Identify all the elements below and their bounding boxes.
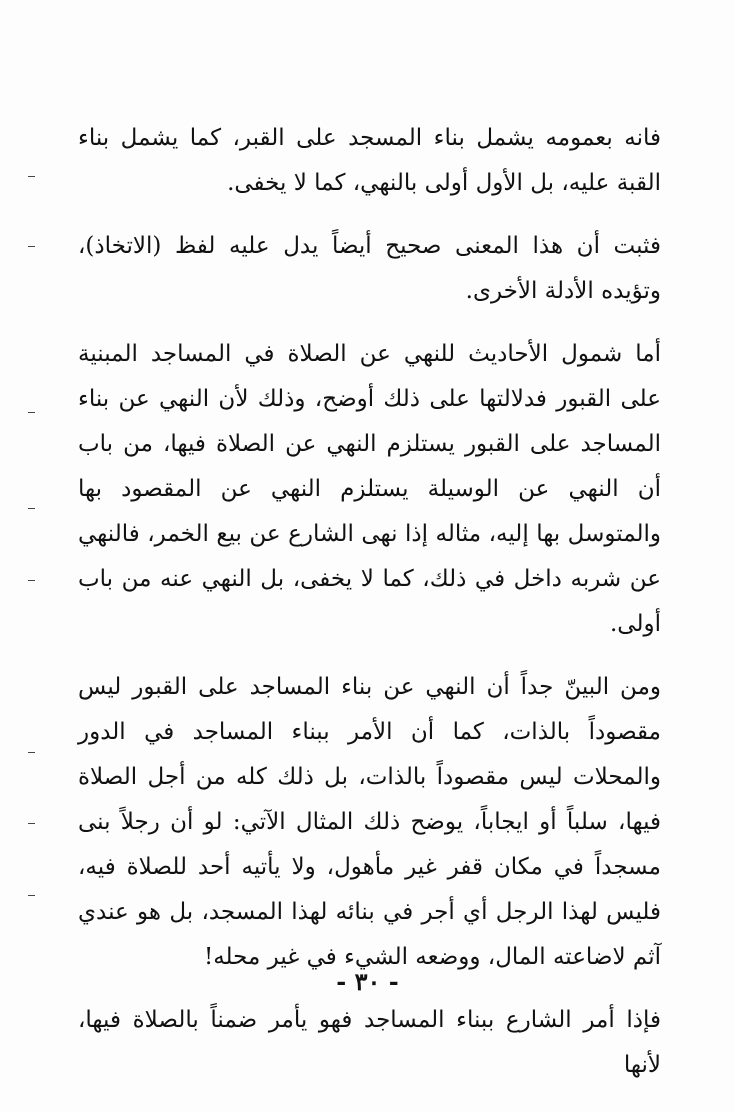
margin-mark bbox=[28, 580, 35, 581]
paragraph: ومن البينّ جداً أن النهي عن بناء المساجد على القبور ليس مقصوداً بالذات، كما أن الأمر ببناء المساجد في الدور والمحلات ليس مقصوداً بالذات، بل ذلك كله من أجل الصلاة فيها، سلباً أو ايجاباً، يوضح ذلك المثال الآتي: لو أن رجلاً بنى مسجداً في مكان قفر غير مأهول، ولا يأتيه أحد للصلاة فيه، فليس لهذا الرجل أي أجر في بنائه لهذا المسجد، بل هو عندي آثم لاضاعته المال، ووضعه الشيء في غير محله! bbox=[78, 674, 661, 970]
margin-mark bbox=[28, 895, 35, 896]
margin-mark bbox=[28, 246, 35, 247]
margin-mark bbox=[28, 412, 35, 413]
paragraph: فإذا أمر الشارع ببناء المساجد فهو يأمر ضمناً بالصلاة فيها، لأنها bbox=[78, 1007, 661, 1078]
margin-mark bbox=[28, 176, 35, 177]
margin-mark bbox=[28, 752, 35, 753]
paragraph: فثبت أن هذا المعنى صحيح أيضاً يدل عليه لفظ (الاتخاذ)، وتؤيده الأدلة الأخرى. bbox=[78, 233, 661, 304]
page-number: - ٣٠ - bbox=[336, 967, 399, 996]
margin-mark bbox=[28, 508, 35, 509]
paragraph: أما شمول الأحاديث للنهي عن الصلاة في المساجد المبنية على القبور فدلالتها على ذلك أوضح، وذلك لأن النهي عن بناء المساجد على القبور يستلزم النهي عن الصلاة فيها، من باب أن النهي عن الوسيلة يستلزم النهي عن المقصود بها والمتوسل بها إليه، مثاله إذا نهى الشارع عن بيع الخمر، فالنهي عن شربه داخل في ذلك، كما لا يخفى، بل النهي عنه من باب أولى. bbox=[78, 341, 661, 637]
margin-mark bbox=[28, 823, 35, 824]
paragraph: فانه بعمومه يشمل بناء المسجد على القبر، كما يشمل بناء القبة عليه، بل الأول أولى بالنهي، كما لا يخفى. bbox=[78, 125, 661, 196]
body-text bbox=[78, 116, 661, 1106]
